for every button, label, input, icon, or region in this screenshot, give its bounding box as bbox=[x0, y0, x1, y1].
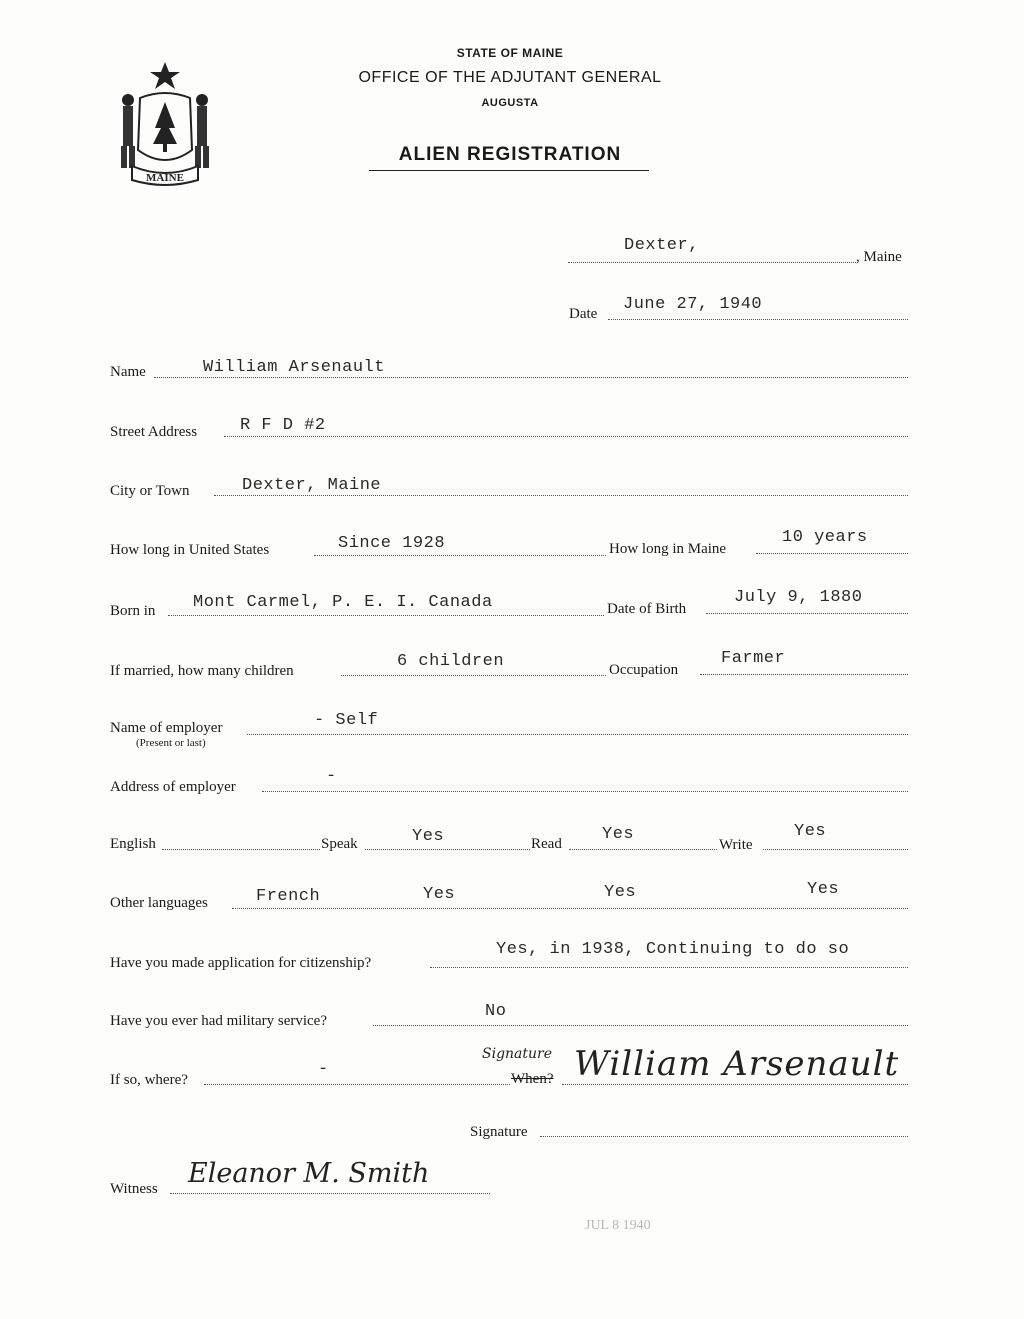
name-line bbox=[154, 377, 908, 378]
employer-line bbox=[247, 734, 908, 735]
witness-signature: Eleanor M. Smith bbox=[188, 1158, 430, 1189]
birthplace-label: Born in bbox=[110, 603, 156, 619]
city-label: City or Town bbox=[110, 483, 190, 499]
write-label: Write bbox=[719, 837, 753, 853]
other-languages-label: Other languages bbox=[110, 895, 208, 911]
other-read-value: Yes bbox=[604, 883, 637, 902]
date-value: June 27, 1940 bbox=[623, 295, 763, 314]
when-label: When? bbox=[511, 1071, 554, 1087]
read-label: Read bbox=[531, 836, 562, 852]
date-line bbox=[608, 319, 908, 320]
employer-address-line bbox=[262, 791, 908, 792]
form-title: ALIEN REGISTRATION bbox=[398, 144, 622, 165]
children-line bbox=[341, 675, 606, 676]
employer-address-value: - bbox=[326, 767, 337, 786]
military-line bbox=[373, 1025, 908, 1026]
us-duration-value: Since 1928 bbox=[338, 534, 446, 553]
english-write-value: Yes bbox=[794, 822, 827, 841]
english-speak-value: Yes bbox=[412, 827, 445, 846]
maine-duration-value: 10 years bbox=[782, 528, 868, 547]
dob-value: July 9, 1880 bbox=[734, 588, 863, 607]
other-languages-value: French bbox=[256, 887, 321, 906]
witness-line bbox=[170, 1193, 490, 1194]
employer-value: - Self bbox=[314, 711, 379, 730]
citizenship-line bbox=[430, 967, 908, 968]
speak-label: Speak bbox=[321, 836, 358, 852]
dob-line bbox=[706, 613, 908, 614]
employer-sublabel: (Present or last) bbox=[136, 737, 206, 749]
maine-state-seal-icon bbox=[112, 58, 218, 188]
english-read-value: Yes bbox=[602, 825, 635, 844]
city-line bbox=[214, 495, 908, 496]
state-heading: STATE OF MAINE bbox=[456, 46, 564, 60]
when-line bbox=[562, 1084, 908, 1085]
us-duration-line bbox=[314, 555, 606, 556]
witness-label: Witness bbox=[110, 1181, 158, 1197]
applicant-signature: William Arsenault bbox=[574, 1044, 900, 1084]
maine-duration-label: How long in Maine bbox=[609, 541, 727, 557]
other-languages-line bbox=[232, 908, 908, 909]
where-line bbox=[204, 1084, 510, 1085]
street-line bbox=[224, 436, 908, 437]
signature-line bbox=[540, 1136, 908, 1137]
citizenship-label: Have you made application for citizenship? bbox=[110, 955, 372, 971]
speak-line bbox=[365, 849, 530, 850]
employer-address-label: Address of employer bbox=[110, 779, 236, 795]
signature-annotation: Signature bbox=[482, 1046, 553, 1062]
english-label: English bbox=[110, 836, 156, 852]
military-value: No bbox=[485, 1002, 507, 1021]
read-line bbox=[569, 849, 717, 850]
date-label: Date bbox=[569, 306, 598, 322]
occupation-line bbox=[700, 674, 908, 675]
occupation-label: Occupation bbox=[609, 662, 679, 678]
svg-text:MAINE: MAINE bbox=[146, 172, 184, 184]
children-value: 6 children bbox=[397, 652, 505, 671]
other-speak-value: Yes bbox=[423, 885, 456, 904]
english-line bbox=[162, 849, 320, 850]
occupation-value: Farmer bbox=[721, 649, 786, 668]
city-heading: AUGUSTA bbox=[481, 97, 539, 109]
town-line bbox=[568, 262, 856, 263]
received-stamp: JUL 8 1940 bbox=[585, 1218, 651, 1233]
signature-label: Signature bbox=[470, 1124, 528, 1140]
write-line bbox=[763, 849, 908, 850]
name-label: Name bbox=[110, 364, 146, 380]
children-label: If married, how many children bbox=[110, 663, 294, 679]
name-value: William Arsenault bbox=[203, 358, 385, 377]
office-heading: OFFICE OF THE ADJUTANT GENERAL bbox=[358, 69, 662, 86]
birthplace-line bbox=[168, 615, 604, 616]
maine-duration-line bbox=[756, 553, 908, 554]
where-label: If so, where? bbox=[110, 1072, 188, 1088]
dob-label: Date of Birth bbox=[607, 601, 687, 617]
maine-suffix: , Maine bbox=[856, 249, 902, 265]
where-value: - bbox=[318, 1060, 329, 1079]
town-value: Dexter, bbox=[624, 236, 699, 255]
citizenship-value: Yes, in 1938, Continuing to do so bbox=[496, 940, 850, 959]
other-write-value: Yes bbox=[807, 880, 840, 899]
employer-label: Name of employer bbox=[110, 720, 223, 736]
us-duration-label: How long in United States bbox=[110, 542, 270, 558]
city-value: Dexter, Maine bbox=[242, 476, 382, 495]
street-value: R F D #2 bbox=[240, 416, 326, 435]
street-label: Street Address bbox=[110, 424, 198, 440]
birthplace-value: Mont Carmel, P. E. I. Canada bbox=[193, 593, 493, 612]
military-label: Have you ever had military service? bbox=[110, 1013, 327, 1029]
title-underline bbox=[369, 170, 649, 171]
